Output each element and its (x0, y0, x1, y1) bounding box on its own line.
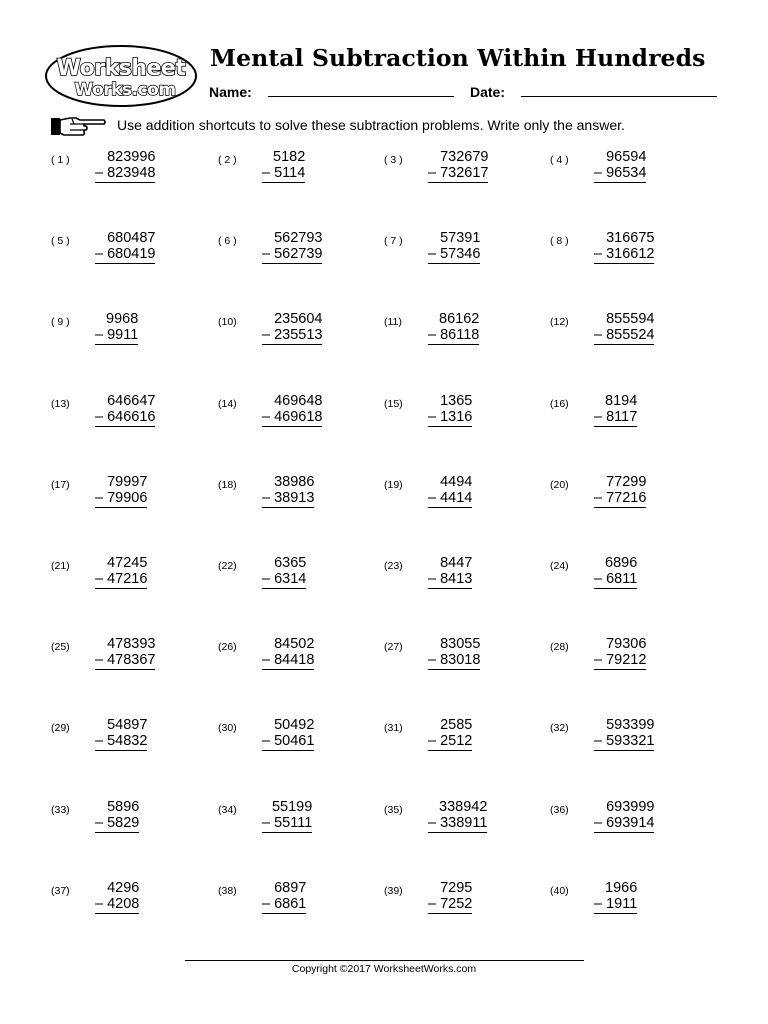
problem-body (262, 799, 312, 833)
problem-number: ( 3 ) (384, 154, 403, 166)
problem-body (95, 393, 155, 427)
problem-body (95, 555, 147, 589)
problem-item (384, 311, 534, 371)
minuend: 469648 (274, 392, 323, 409)
problem-body (594, 880, 637, 914)
minuend: 7295 (440, 879, 473, 896)
subtrahend: – 4414 (428, 489, 473, 506)
subtrahend: – 79906 (95, 489, 148, 506)
subtrahend: – 5114 (262, 165, 306, 181)
problem-body (95, 149, 155, 183)
problem-item (51, 474, 201, 534)
problem-body (594, 717, 654, 751)
problem-number: (24) (550, 560, 569, 572)
subtrahend: – 469618 (262, 408, 323, 425)
name-field-line[interactable] (268, 96, 454, 97)
problem-body (262, 717, 314, 751)
minuend: 5182 (273, 149, 306, 165)
problem-body (95, 717, 147, 751)
subtrahend: – 338911 (428, 814, 488, 831)
subtrahend: – 732617 (428, 165, 489, 181)
subtrahend: – 235513 (262, 327, 323, 344)
subtrahend: – 57346 (428, 246, 481, 263)
problem-body (95, 230, 155, 264)
instructions-text: Use addition shortcuts to solve these subtraction problems. Write only the answer. (117, 117, 625, 133)
footer-divider (185, 960, 584, 961)
subtrahend: – 84418 (262, 652, 315, 669)
problem-item (384, 717, 534, 777)
logo-text-line-2: Works.com (74, 80, 176, 100)
subtrahend: – 478367 (95, 652, 156, 669)
problem-number: (15) (384, 397, 403, 410)
logo-text-line-1: Worksheet (56, 56, 186, 81)
subtrahend: – 6811 (594, 571, 638, 587)
problem-item (550, 636, 700, 696)
minuend: 54897 (107, 717, 148, 734)
problem-body (95, 799, 139, 833)
problem-item (384, 230, 534, 290)
problem-body (262, 311, 322, 345)
minuend: 338942 (439, 798, 488, 815)
problem-body (262, 230, 322, 264)
minuend: 593399 (606, 717, 655, 734)
problem-number: (21) (51, 560, 70, 572)
problem-item (550, 149, 700, 209)
minuend: 1365 (440, 392, 473, 409)
problem-body (95, 311, 138, 345)
problem-number: (31) (384, 722, 403, 735)
problem-item (218, 717, 368, 777)
minuend: 79997 (107, 473, 148, 490)
problem-body (428, 555, 472, 589)
subtrahend: – 54832 (95, 733, 148, 750)
minuend: 1966 (605, 879, 638, 896)
minuend: 316675 (606, 230, 655, 247)
problem-number: (33) (51, 803, 70, 816)
problem-item (218, 636, 368, 696)
minuend: 562793 (274, 230, 323, 247)
problem-body (428, 799, 487, 833)
minuend: 86162 (439, 311, 480, 328)
problem-body (262, 880, 306, 914)
minuend: 96594 (606, 149, 647, 165)
name-label: Name: (209, 84, 252, 100)
minuend: 680487 (107, 230, 156, 247)
problem-number: ( 7 ) (384, 235, 403, 248)
problem-number: (23) (384, 560, 403, 572)
problem-number: (18) (218, 478, 237, 491)
subtrahend: – 1316 (428, 408, 473, 425)
problem-number: (22) (218, 560, 237, 572)
minuend: 8194 (605, 392, 638, 409)
problem-number: (29) (51, 722, 70, 735)
pointing-hand-icon (50, 115, 106, 137)
problem-body (428, 474, 472, 508)
subtrahend: – 562739 (262, 246, 323, 263)
minuend: 4494 (440, 473, 473, 490)
problem-item (218, 230, 368, 290)
subtrahend: – 1911 (594, 895, 638, 912)
subtrahend: – 6314 (262, 571, 307, 587)
problem-item (550, 880, 700, 940)
problem-number: (32) (550, 722, 569, 735)
problem-item (51, 149, 201, 209)
subtrahend: – 9911 (95, 327, 139, 344)
problem-number: (16) (550, 397, 569, 410)
problem-number: (26) (218, 641, 237, 654)
minuend: 732679 (440, 149, 489, 165)
problem-item (51, 230, 201, 290)
problem-item (550, 230, 700, 290)
problem-item (218, 474, 368, 534)
problem-body (594, 555, 637, 589)
problem-body (594, 230, 654, 264)
problem-item (51, 880, 201, 940)
problem-body (594, 149, 646, 183)
problem-body (262, 474, 314, 508)
problem-item (384, 555, 534, 615)
problem-number: ( 6 ) (218, 235, 237, 248)
problem-number: (12) (550, 316, 569, 329)
minuend: 5896 (107, 798, 140, 815)
subtrahend: – 96534 (594, 165, 647, 181)
minuend: 47245 (107, 555, 148, 571)
minuend: 83055 (440, 636, 481, 653)
problem-body (594, 311, 654, 345)
date-label: Date: (470, 84, 506, 100)
problem-number: (25) (51, 641, 70, 654)
minuend: 79306 (606, 636, 647, 653)
minuend: 77299 (606, 473, 647, 490)
subtrahend: – 38913 (262, 489, 315, 506)
subtrahend: – 855524 (594, 327, 655, 344)
problem-number: (11) (384, 316, 402, 329)
problem-number: ( 4 ) (550, 154, 569, 166)
problem-item (51, 393, 201, 453)
minuend: 9968 (106, 311, 139, 328)
problem-body (428, 230, 480, 264)
problem-number: (37) (51, 884, 70, 897)
minuend: 50492 (274, 717, 315, 734)
problem-item (51, 799, 201, 859)
minuend: 84502 (274, 636, 315, 653)
subtrahend: – 50461 (262, 733, 315, 750)
problem-body (428, 880, 472, 914)
problem-body (428, 636, 480, 670)
problem-number: (40) (550, 884, 569, 897)
problem-item (384, 880, 534, 940)
subtrahend: – 823948 (95, 165, 156, 181)
problem-body (594, 799, 654, 833)
copyright-text: Copyright ©2017 WorksheetWorks.com (291, 963, 477, 975)
subtrahend: – 79212 (594, 652, 647, 669)
problem-number: ( 1 ) (51, 154, 70, 166)
subtrahend: – 316612 (594, 246, 655, 263)
problem-number: (10) (218, 316, 237, 329)
subtrahend: – 77216 (594, 489, 647, 506)
problem-number: (30) (218, 722, 237, 735)
problem-body (95, 880, 139, 914)
problem-body (262, 636, 314, 670)
problem-item (550, 717, 700, 777)
subtrahend: – 693914 (594, 814, 655, 831)
problem-number: (17) (51, 478, 70, 491)
subtrahend: – 86118 (428, 327, 480, 344)
problem-body (262, 555, 306, 589)
minuend: 478393 (107, 636, 156, 653)
minuend: 6896 (605, 555, 638, 571)
problem-item (384, 393, 534, 453)
problem-item (384, 474, 534, 534)
problem-item (51, 717, 201, 777)
minuend: 693999 (606, 798, 655, 815)
problem-item (384, 636, 534, 696)
minuend: 6365 (274, 555, 307, 571)
problem-number: (27) (384, 641, 403, 654)
problem-item (384, 149, 534, 209)
problem-body (262, 149, 305, 183)
subtrahend: – 680419 (95, 246, 156, 263)
problem-item (550, 474, 700, 534)
minuend: 235604 (274, 311, 323, 328)
problem-item (218, 149, 368, 209)
subtrahend: – 4208 (95, 895, 140, 912)
subtrahend: – 5829 (95, 814, 140, 831)
subtrahend: – 2512 (428, 733, 473, 750)
minuend: 646647 (107, 392, 156, 409)
problem-number: (20) (550, 478, 569, 491)
problem-number: ( 2 ) (218, 154, 237, 166)
problem-item (550, 311, 700, 371)
problem-item (550, 799, 700, 859)
problem-item (384, 799, 534, 859)
problem-item (550, 555, 700, 615)
problem-number: (35) (384, 803, 403, 816)
worksheetworks-logo (44, 44, 198, 108)
problem-body (262, 393, 322, 427)
problem-body (95, 636, 155, 670)
problem-item (218, 799, 368, 859)
worksheet-title: Mental Subtraction Within Hundreds (210, 44, 706, 72)
subtrahend: – 83018 (428, 652, 481, 669)
minuend: 57391 (440, 230, 481, 247)
problem-item (51, 311, 201, 371)
problem-number: (39) (384, 884, 403, 897)
minuend: 8447 (440, 555, 473, 571)
problem-body (428, 717, 472, 751)
problem-item (550, 393, 700, 453)
problem-body (594, 393, 637, 427)
problem-number: (19) (384, 478, 403, 491)
problem-number: (13) (51, 397, 70, 410)
problem-number: ( 5 ) (51, 235, 70, 248)
subtrahend: – 6861 (262, 895, 307, 912)
problem-item (51, 555, 201, 615)
subtrahend: – 646616 (95, 408, 156, 425)
problem-item (218, 393, 368, 453)
problem-number: (14) (218, 397, 237, 410)
date-field-line[interactable] (521, 96, 717, 97)
problem-number: (38) (218, 884, 237, 897)
subtrahend: – 7252 (428, 895, 473, 912)
problem-number: (34) (218, 803, 237, 816)
problem-body (594, 636, 646, 670)
subtrahend: – 8413 (428, 571, 473, 587)
problem-number: (28) (550, 641, 569, 654)
problem-item (51, 636, 201, 696)
problem-body (428, 393, 472, 427)
minuend: 2585 (440, 717, 473, 734)
subtrahend: – 47216 (95, 571, 148, 587)
problem-body (428, 311, 479, 345)
problem-body (428, 149, 488, 183)
subtrahend: – 55111 (262, 814, 313, 831)
problem-item (218, 311, 368, 371)
problem-body (594, 474, 646, 508)
problem-number: (36) (550, 803, 569, 816)
problem-number: ( 9 ) (51, 316, 70, 329)
problem-item (218, 880, 368, 940)
minuend: 38986 (274, 473, 315, 490)
problem-number: ( 8 ) (550, 235, 569, 248)
subtrahend: – 8117 (594, 408, 638, 425)
minuend: 55199 (271, 798, 313, 815)
problem-item (218, 555, 368, 615)
minuend: 855594 (606, 311, 655, 328)
minuend: 4296 (107, 879, 140, 896)
problem-body (95, 474, 147, 508)
minuend: 6897 (274, 879, 307, 896)
minuend: 823996 (107, 149, 156, 165)
subtrahend: – 593321 (594, 733, 655, 750)
